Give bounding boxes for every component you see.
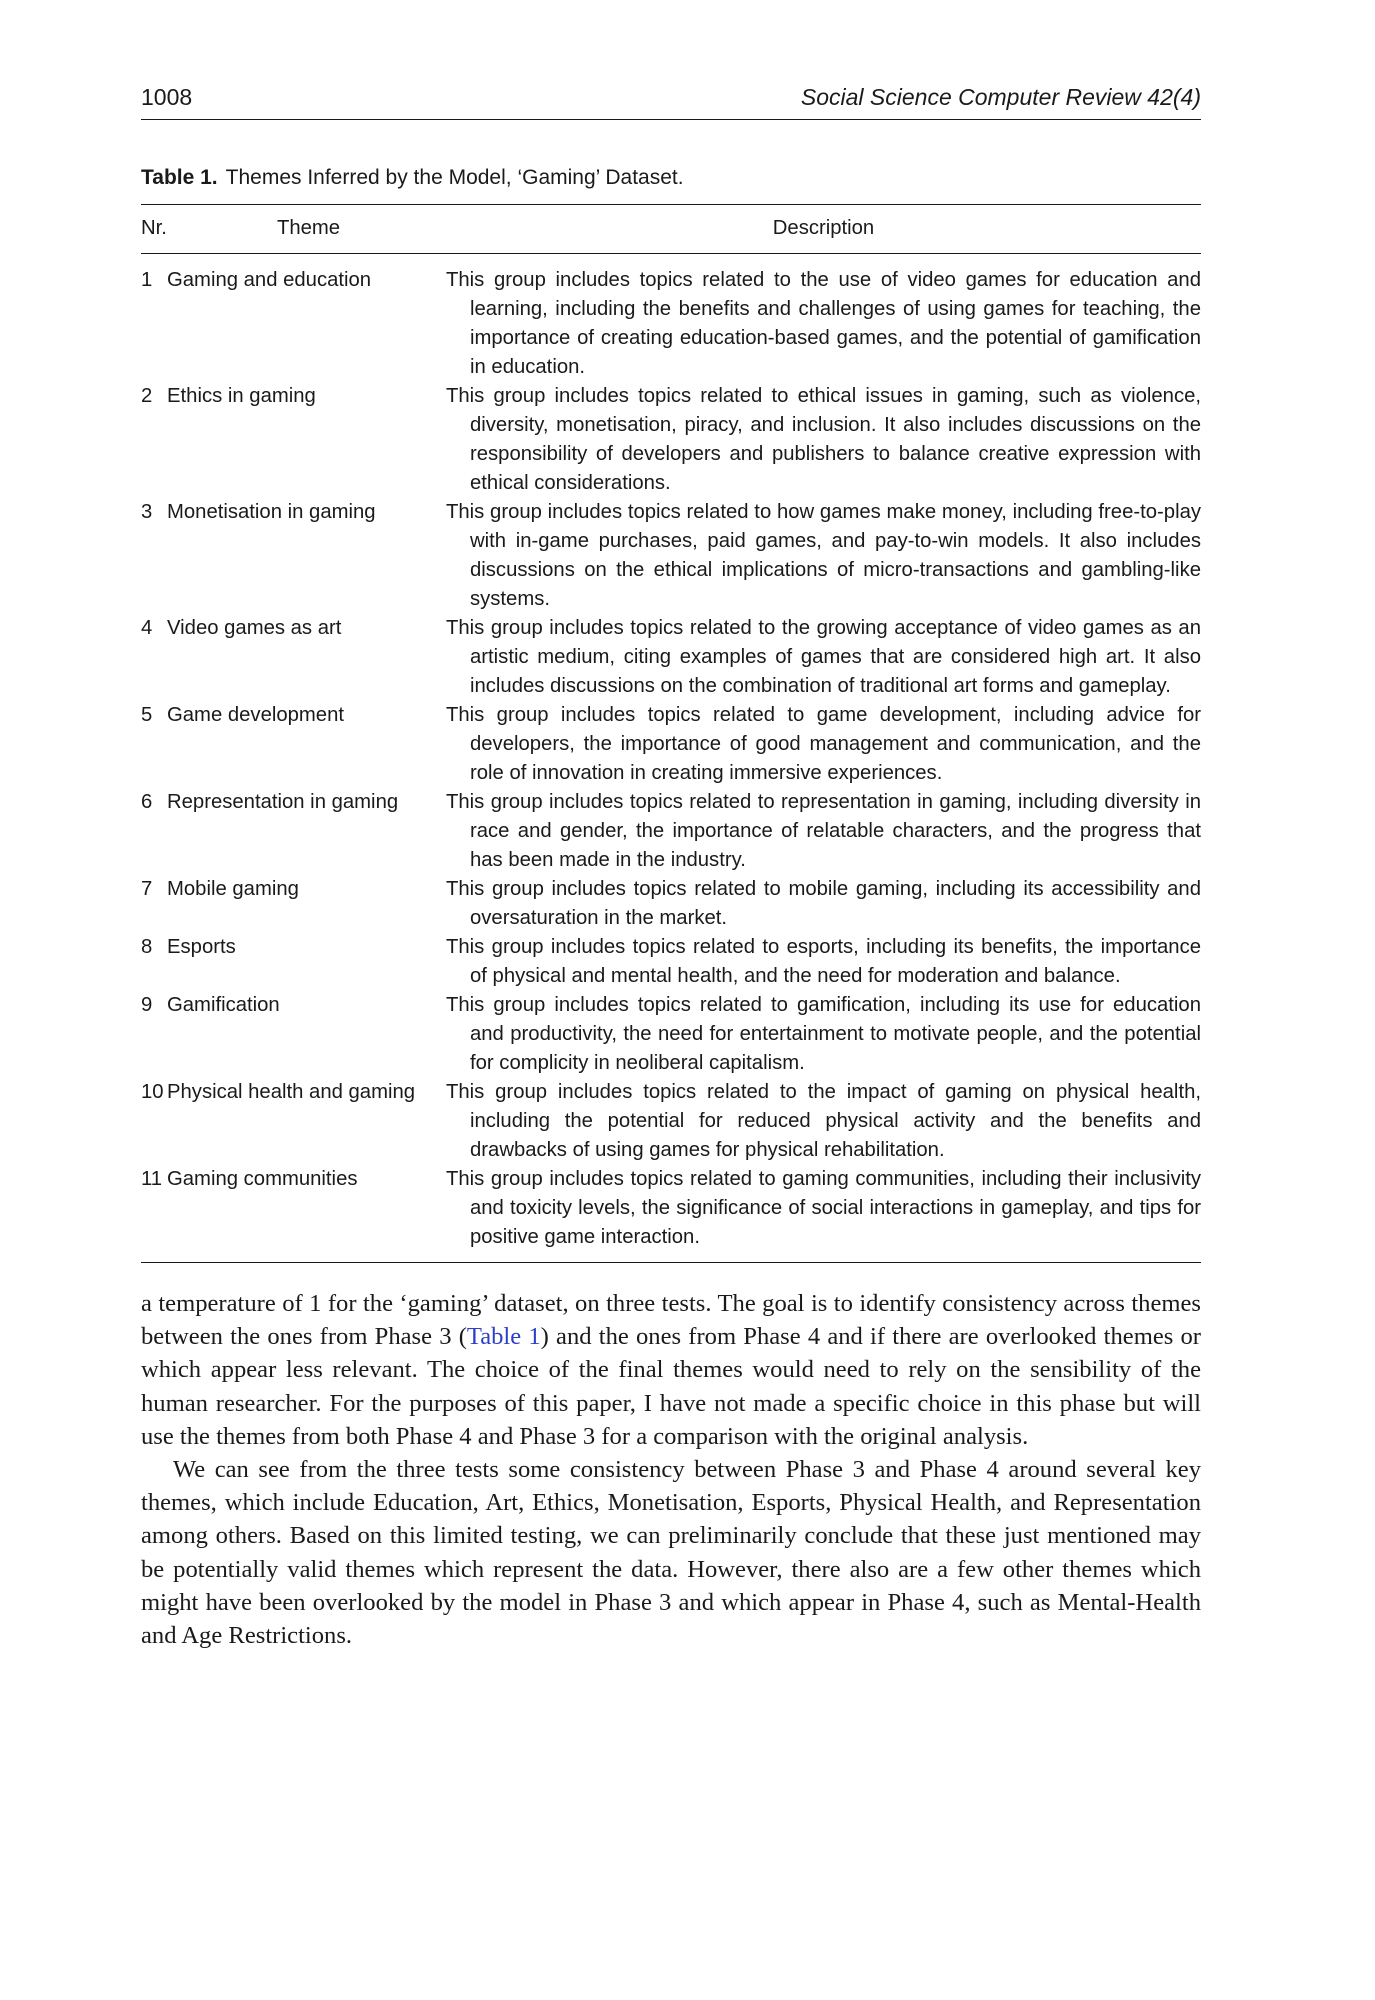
table-row [141,382,1201,498]
table-header-row [141,205,1201,254]
page-number: 1008 [141,84,193,110]
row-theme: Gaming communities [191,1165,446,1263]
row-number: 7 [141,878,153,900]
table-1-link[interactable]: Table 1 [466,1323,541,1351]
journal-title: Social Science Computer Review 42(4) [800,84,1201,110]
row-number: 6 [141,791,153,813]
row-theme: Game development [167,704,344,726]
row-theme: Esports [167,936,236,958]
table-row [141,933,1201,991]
row-number: 10 [141,1081,164,1103]
row-description: This group includes topics related to ethical issues in gaming, such as violence, diversity, monetisation, piracy, and inclusion. It also includes discussions on the responsibility of developers and publishers to balance creative expression with ethical considerations. [446,385,1201,494]
row-theme: Gamification [167,994,280,1016]
row-description: This group includes topics related to the use of video games for education and learning, including the benefits and challenges of using games for teaching, the importance of creating education-based games, and the potential of gamification in education. [446,269,1201,378]
column-header-nr: Nr. [141,205,191,254]
row-description: This group includes topics related to esports, including its benefits, the importance of physical and mental health, and the need for moderation and balance. [446,936,1201,987]
row-number: 3 [141,501,153,523]
paragraph-1-text-a: a temperature of 1 for the ‘gaming’ dataset, on three tests. The goal is to identify consistency across themes between the ones from Phase 3 ( [141,1290,1201,1351]
row-number: 11 [141,1165,191,1263]
table-caption-text: Themes Inferred by the Model, ‘Gaming’ Dataset. [225,166,684,189]
row-description: This group includes topics related to representation in gaming, including diversity in race and gender, the importance of relatable characters, and the progress that has been made in the industry. [446,791,1201,871]
row-description: This group includes topics related to how games make money, including free-to-play with in-game purchases, paid games, and pay-to-win models. It also includes discussions on the ethical implications of micro-transactions and gambling-like systems. [446,501,1201,610]
row-number: 9 [141,994,153,1016]
row-theme: Physical health and gaming [167,1081,416,1103]
row-number: 5 [141,704,153,726]
row-number: 1 [141,269,153,291]
row-theme: Mobile gaming [167,878,299,900]
row-theme: Ethics in gaming [167,385,316,407]
row-number: 4 [141,617,153,639]
paragraph-1 [141,1287,1201,1453]
row-description: This group includes topics related to gaming communities, including their inclusivity and toxicity levels, the significance of social interactions in gameplay, and tips for positive game interaction. [446,1165,1201,1263]
table-row [141,788,1201,875]
row-theme: Gaming and education [167,269,372,291]
row-theme: Video games as art [167,617,342,639]
row-description: This group includes topics related to the growing acceptance of video games as an artistic medium, citing examples of games that are considered high art. It also includes discussions on the combination of traditional art forms and gameplay. [446,617,1201,697]
row-number: 2 [141,385,153,407]
table-body [141,254,1201,1263]
table-row [141,254,1201,383]
paragraph-1-text-b: ) and the ones from Phase 4 and if there are overlooked themes or which appear less relevant. The choice of the final themes would need to rely on the sensibility of the human researcher. For the purposes of this paper, I have not made a specific choice in this phase but will use the themes from both Phase 4 and Phase 3 for a comparison with the original analysis. [141,1323,1201,1450]
row-description: This group includes topics related to gamification, including its use for education and productivity, the need for entertainment to motivate people, and the potential for complicity in neoliberal capitalism. [446,994,1201,1074]
table-row [141,498,1201,614]
table-caption [141,166,1201,190]
table-row [141,1165,1201,1263]
table-row [141,875,1201,933]
table-row [141,991,1201,1078]
column-header-theme: Theme [191,205,446,254]
row-description: This group includes topics related to game development, including advice for developers, the importance of good management and communication, and the role of innovation in creating immersive experiences. [446,704,1201,784]
row-theme: Monetisation in gaming [167,501,376,523]
column-header-description: Description [446,205,1201,254]
running-head [141,84,1201,120]
paragraph-2: We can see from the three tests some consistency between Phase 3 and Phase 4 around several key themes, which include Education, Art, Ethics, Monetisation, Esports, Physical Health, and Representation among others. Based on this limited testing, we can preliminarily conclude that these just mentioned may be potentially valid themes which represent the data. However, there also are a few other themes which might have been overlooked by the model in Phase 3 and which appear in Phase 4, such as Mental-Health and Age Restrictions. [141,1456,1201,1650]
row-description: This group includes topics related to the impact of gaming on physical health, including the potential for reduced physical activity and the benefits and drawbacks of using games for physical rehabilitation. [446,1081,1201,1161]
table-row [141,1078,1201,1165]
row-theme: Representation in gaming [167,791,399,813]
row-description: This group includes topics related to mobile gaming, including its accessibility and oversaturation in the market. [446,878,1201,929]
table-row [141,614,1201,701]
row-number: 8 [141,936,153,958]
body-text [141,1287,1201,1652]
themes-table [141,204,1201,1263]
table-row [141,701,1201,788]
page [141,84,1201,1652]
table-caption-label: Table 1. [141,166,218,189]
